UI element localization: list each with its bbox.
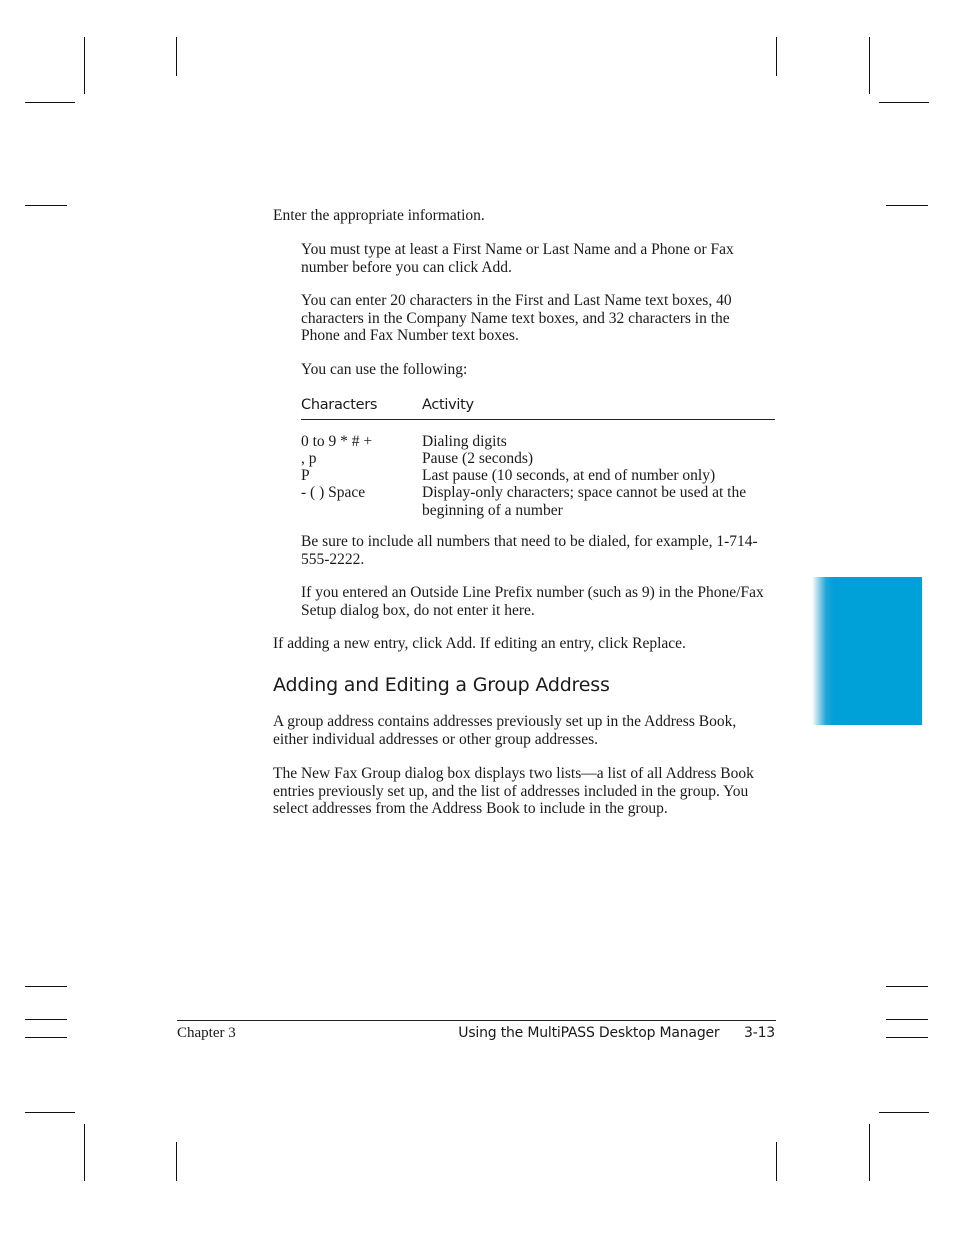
crop-mark [25,102,75,103]
crop-mark [869,1124,870,1181]
footer-chapter: Chapter 3 [177,1025,236,1041]
intro-text: Enter the appropriate information. [273,207,485,224]
table-header-activity: Activity [422,397,474,413]
table-cell-activity: Dialing digits [422,433,507,450]
page-number: 3-13 [744,1025,775,1041]
crop-mark [25,205,67,206]
note-paragraph: You can enter 20 characters in the First and Last Name text boxes, 40 characters in the Company Name text boxes, and 32 characters in the Phone and Fax Number text boxes. [301,292,732,344]
table-cell-activity: Pause (2 seconds) [422,450,534,467]
note-paragraph: You must type at least a First Name or Last Name and a Phone or Fax number before you can click Add. [301,241,734,276]
table-cell-characters: - ( ) Space [301,484,366,501]
crop-mark [25,1112,75,1113]
table-rule [301,419,775,420]
crop-mark [879,1112,929,1113]
section-paragraph: The New Fax Group dialog box displays two lists—a list of all Address Book entries previously set up, and the list of addresses included in the group. You select addresses from the Address Book to include in the group. [273,765,754,817]
crop-mark [879,102,929,103]
crop-mark [25,1037,67,1038]
table-cell-characters: 0 to 9 * # + [301,433,373,450]
crop-mark [84,37,85,94]
crop-mark [869,37,870,94]
crop-mark [776,37,777,76]
crop-mark [176,1142,177,1181]
crop-mark [25,1019,67,1020]
note-paragraph: If you entered an Outside Line Prefix number (such as 9) in the Phone/Fax Setup dialog box, do not enter it here. [301,584,764,619]
crop-mark [886,1019,928,1020]
note-paragraph: You can use the following: [301,361,468,378]
crop-mark [25,986,67,987]
table-header-characters: Characters [301,397,378,413]
table-cell-characters: P [301,467,310,484]
crop-mark [886,1037,928,1038]
table-cell-activity: Display-only characters; space cannot be used at the beginning of a number [422,484,747,519]
note-paragraph: Be sure to include all numbers that need to be dialed, for example, 1-714-555-2222. [301,533,758,568]
table-cell-activity: Last pause (10 seconds, at end of number only) [422,467,716,484]
crop-mark [776,1142,777,1181]
section-heading: Adding and Editing a Group Address [273,674,610,696]
crop-mark [886,205,928,206]
section-paragraph: A group address contains addresses previously set up in the Address Book, either individual addresses or other group addresses. [273,713,737,748]
footer-title: Using the MultiPASS Desktop Manager [458,1025,720,1041]
crop-mark [176,37,177,76]
chapter-thumb-tab [812,577,922,725]
crop-mark [84,1124,85,1181]
footer-rule [177,1020,776,1021]
crop-mark [886,986,928,987]
footer-running-title [458,1025,775,1041]
step-text: If adding a new entry, click Add. If editing an entry, click Replace. [273,635,686,652]
table-cell-characters: , p [301,450,317,467]
